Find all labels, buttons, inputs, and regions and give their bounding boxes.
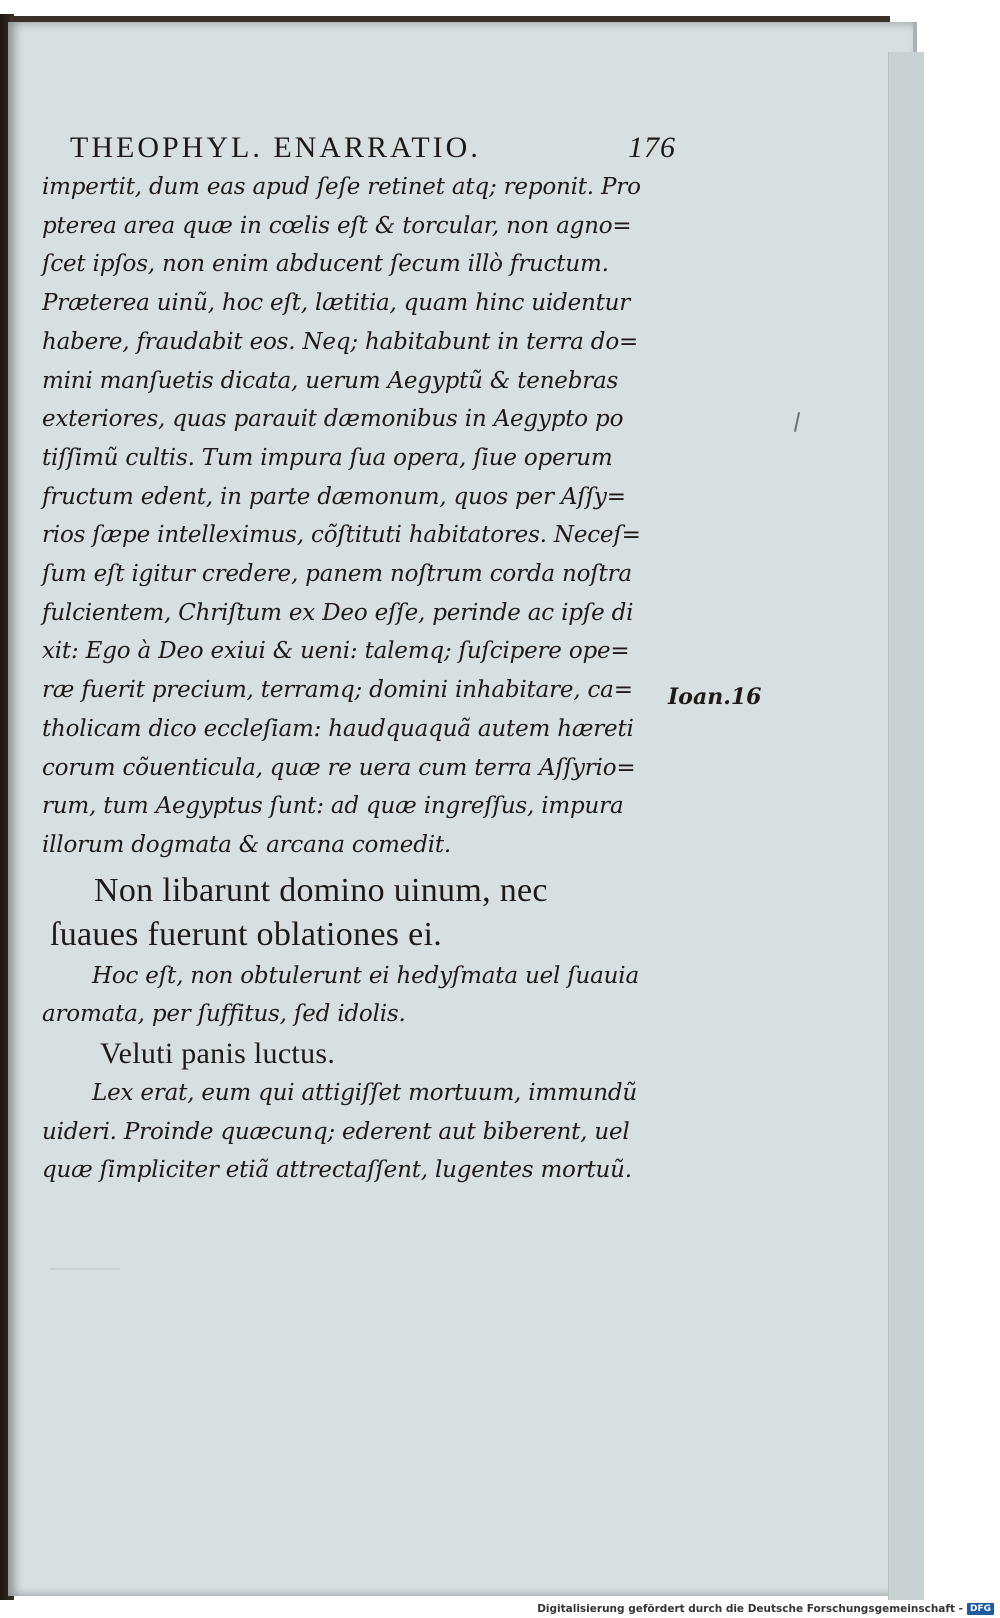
running-head-title: THEOPHYL. ENARRATIO. xyxy=(70,131,481,164)
text-line: mini manſuetis dicata, uerum Aegyptũ & tenebras xyxy=(42,367,619,394)
lemma-line: ſuaues fuerunt oblationes ei. xyxy=(50,915,443,953)
paragraph-2 xyxy=(42,957,662,1034)
lemma-2: Veluti panis luctus. xyxy=(100,1037,336,1071)
running-head xyxy=(70,128,676,168)
text-line: Lex erat, eum qui attigiſſet mortuum, immundũ xyxy=(92,1080,638,1107)
text-line: tiſſimũ cultis. Tum impura ſua opera, ſiue operum xyxy=(42,444,613,471)
footer-credit: Digitalisierung gefördert durch die Deutsche Forschungsgemeinschaft - xyxy=(537,1603,963,1615)
margin-note: Ioan.16 xyxy=(668,684,762,710)
dfg-logo-icon: DFG xyxy=(967,1603,994,1615)
lemma-1 xyxy=(42,869,662,957)
lemma-line: Non libarunt domino uinum, nec xyxy=(94,871,548,909)
text-line: tholicam dico eccleſiam: haudquaquã autem hæreti xyxy=(42,715,634,742)
text-line: xit: Ego à Deo exiui & ueni: talemq; ſuſcipere ope= xyxy=(42,638,630,665)
page-fore-edge xyxy=(888,52,924,1618)
text-line: ſcet ipſos, non enim abducent ſecum illò fructum. xyxy=(42,251,609,278)
text-line: Præterea uinũ, hoc eſt, lætitia, quam hinc uidentur xyxy=(42,290,631,317)
text-line: uideri. Proinde quæcunq; ederent aut biberent, uel xyxy=(42,1118,630,1145)
digitization-footer xyxy=(0,1600,1000,1618)
text-line: habere, fraudabit eos. Neq; habitabunt in terra do= xyxy=(42,328,639,355)
text-line: fulcientem, Chriſtum ex Deo eſſe, perinde ac ipſe di xyxy=(42,599,634,626)
text-line: corum cõuenticula, quæ re uera cum terra Aſſyrio= xyxy=(42,754,636,781)
text-line: rum, tum Aegyptus ſunt: ad quæ ingreſſus, impura xyxy=(42,793,624,820)
text-line: aromata, per ſuffitus, ſed idolis. xyxy=(42,1001,406,1028)
text-line: rios ſæpe intelleximus, cõſtituti habitatores. Neceſ= xyxy=(42,522,641,549)
folio-number: 176 xyxy=(628,131,676,164)
page-text xyxy=(42,128,676,1190)
text-line: ſum eſt igitur credere, panem noſtrum corda noſtra xyxy=(42,561,632,588)
text-line: pterea area quæ in cœlis eſt & torcular, non agno= xyxy=(42,212,632,239)
text-line: quæ ſimpliciter etiã attrectaſſent, lugentes mortuũ. xyxy=(42,1157,632,1184)
text-line: Hoc eſt, non obtulerunt ei hedyſmata uel ſuauia xyxy=(92,962,639,989)
paragraph-3 xyxy=(42,1074,662,1190)
text-line: fructum edent, in parte dæmonum, quos per Aſſy= xyxy=(42,483,626,510)
paragraph-1 xyxy=(42,168,662,865)
text-line: exteriores, quas parauit dæmonibus in Aegypto po xyxy=(42,406,624,433)
text-line: impertit, dum eas apud ſeſe retinet atq; reponit. Pro xyxy=(42,174,641,200)
show-through-mark xyxy=(50,1268,120,1296)
text-line: illorum dogmata & arcana comedit. xyxy=(42,831,452,858)
text-line: ræ fuerit precium, terramq; domini inhabitare, ca= xyxy=(42,677,633,704)
